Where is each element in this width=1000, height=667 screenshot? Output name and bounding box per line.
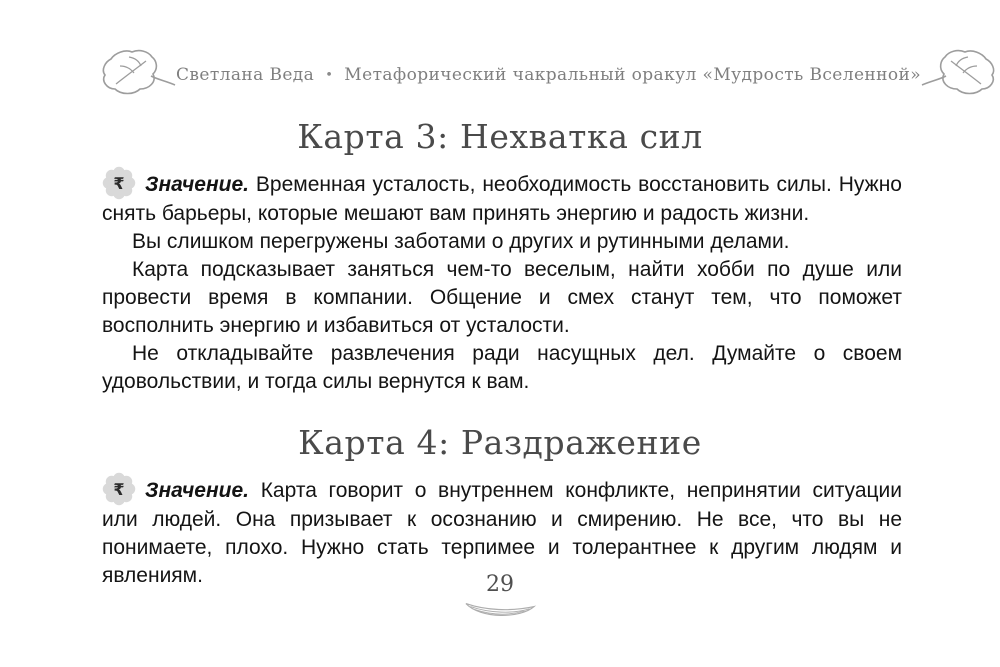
author-name: Светлана Веда [176,65,315,85]
leaf-right-icon [921,47,1000,104]
paragraph [102,256,902,340]
section-title-card-3: Карта 3: Нехватка сил [297,117,703,156]
svg-text:₹: ₹ [113,480,125,500]
page-number: 29 [486,572,514,597]
paragraph-text: Не откладывайте развлечения ради насущных дел. Думайте о своем удовольствии, и тогда силы вернутся к вам. [102,342,902,393]
running-head-text [176,65,921,85]
chakra-flower-icon [102,166,136,200]
paragraph-lead: Значение. [145,479,250,502]
chakra-flower-icon [102,472,136,506]
paragraph [102,228,902,256]
paragraph-lead: Значение. [145,173,250,196]
section-body-card-3 [102,166,902,396]
paragraph-text: Временная усталость, необходимость восстановить силы. Нужно снять барьеры, которые мешают вам принять энергию и радость жизни. [102,173,902,225]
paragraph-text: Вы слишком перегружены заботами о других и рутинными делами. [132,230,790,253]
svg-text:₹: ₹ [113,174,125,194]
leaf-left-icon [96,47,176,104]
book-title: Метафорический чакральный оракул «Мудрость Вселенной» [344,65,922,85]
paragraph-text: Карта подсказывает заняться чем-то веселым, найти хобби по душе или провести время в компании. Общение и смех станут тем, что поможет восполнить энергию и избавиться от усталости. [102,258,902,337]
separator-dot: • [325,67,334,83]
paragraph-meaning [102,166,902,228]
paragraph [102,340,902,396]
paragraph-text: Карта говорит о внутреннем конфликте, непринятии ситуации или людей. Она призывает к осознанию и смирению. Не все, что вы не понимаете, плохо. Нужно стать терпимее и толерантнее к другим людям и явлениям. [102,479,902,587]
running-head [96,48,922,102]
section-title-card-4: Карта 4: Раздражение [298,423,702,462]
leaf-swoosh-icon [463,599,537,628]
